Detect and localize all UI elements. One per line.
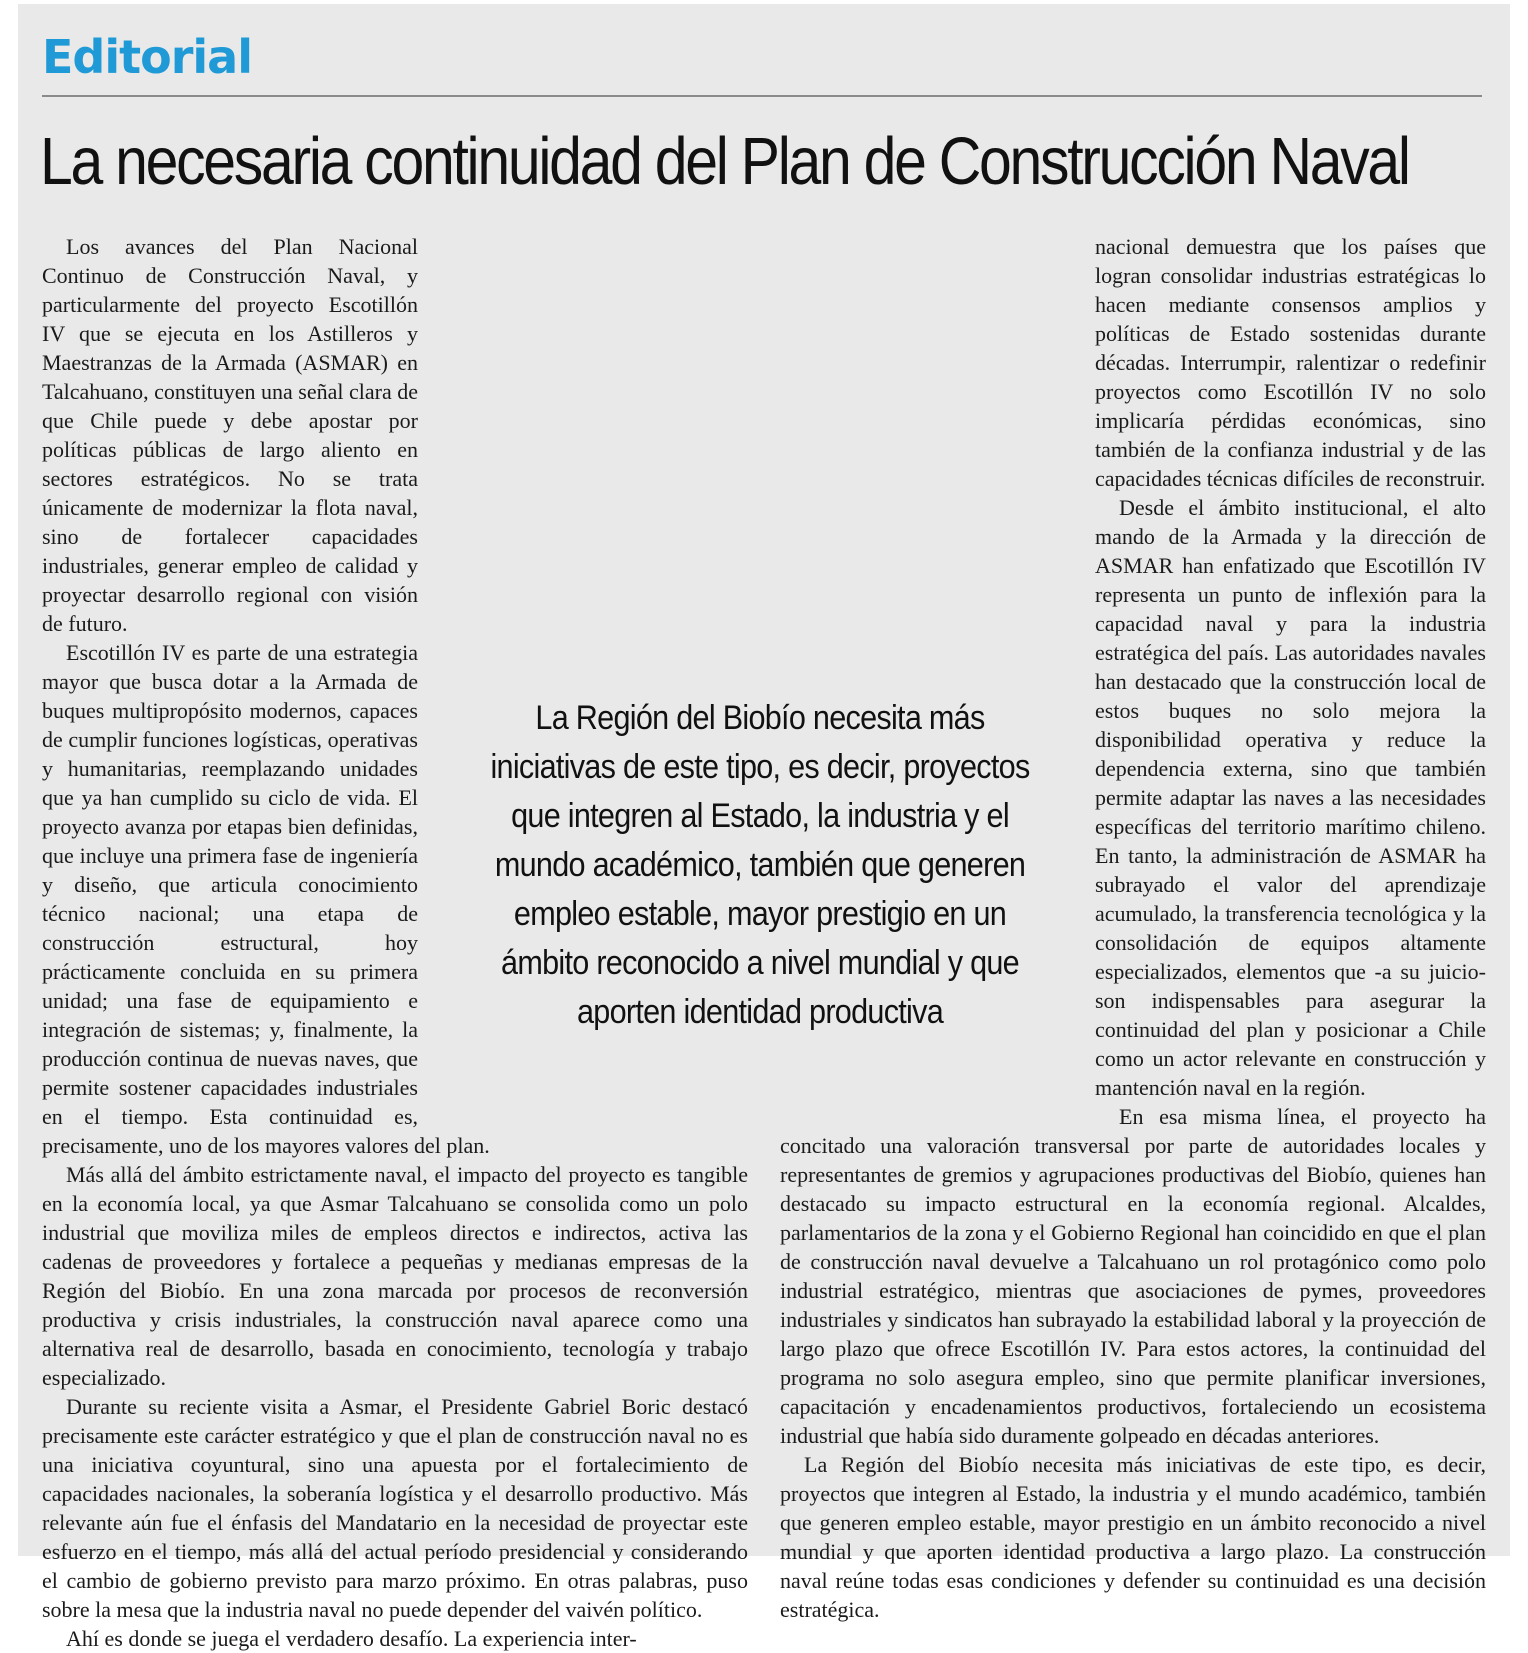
body-paragraph: En esa misma línea, el proyecto ha concitado una valoración transversal por parte de autoridades locales y representantes de gremios y agrupaciones productivas del Biobío, quienes han destacado su impacto estructural en la economía regional. Alcaldes, parlamentarios de la zona y el Gobierno Regional han coincidido en que el plan de construcción naval devuelve a Talcahuano un rol protagónico como polo industrial estratégico, mientras que asociaciones de pymes, proveedores industriales y sindicatos han subrayado la estabilidad laboral y la proyección de largo plazo que ofrece Escotillón IV. Para estos actores, la continuidad del programa no solo asegura empleo, sino que permite planificar inversiones, capacitación y encadenamientos productivos, fortaleciendo un ecosistema industrial que había sido duramente golpeado en décadas anteriores. [780, 1104, 1486, 1448]
body-paragraph: Escotillón IV es parte de una estrategia mayor que busca dotar a la Armada de buques multipropósito modernos, capaces de cumplir funciones logísticas, operativas y humanitarias, reemplazando unidades que ya han cumplido su ciclo de vida. El proyecto avanza por etapas bien definidas, que incluye una primera fase de ingeniería y diseño, que articula conocimiento técnico nacional; una etapa de construcción estructural, hoy prácticamente concluida en su primera unidad; una fase de equipamiento e integración de sistemas; y, finalmente, la producción continua de nuevas naves, que permite sostener capacidades industriales en el tiempo. Esta continuidad es, precisamente, uno de los mayores valores del plan. [42, 640, 490, 1158]
body-paragraph: Los avances del Plan Nacional Continuo de Construcción Naval, y particularmente del proyecto Escotillón IV que se ejecuta en los Astilleros y Maestranzas de la Armada (ASMAR) en Talcahuano, constituyen una señal clara de que Chile puede y debe apostar por políticas públicas de largo aliento en sectores estratégicos. No se trata únicamente de modernizar la flota naval, sino de fortalecer capacidades industriales, generar empleo de calidad y proyectar desarrollo regional con visión de futuro. [42, 234, 418, 636]
body-paragraph: Durante su reciente visita a Asmar, el Presidente Gabriel Boric destacó precisamente este carácter estratégico y que el plan de construcción naval no es una iniciativa coyuntural, sino una apuesta por el fortalecimiento de capacidades nacionales, la soberanía logística y el desarrollo productivo. Más relevante aún fue el énfasis del Mandatario en la necesidad de proyectar este esfuerzo en el tiempo, más allá del actual período presidencial y considerando el cambio de gobierno previsto para marzo próximo. En otras palabras, puso sobre la mesa que la industria naval no puede depender del vaivén político. [42, 1394, 748, 1622]
section-divider [42, 95, 1482, 97]
body-paragraph: nacional demuestra que los países que logran consolidar industrias estratégicas lo hacen mediante consensos amplios y políticas de Estado sostenidas durante décadas. Interrumpir, ralentizar o redefinir proyectos como Escotillón IV no solo implicaría pérdidas económicas, sino también de la confianza industrial y de las capacidades técnicas difíciles de reconstruir. [1095, 234, 1486, 491]
headline: La necesaria continuidad del Plan de Construcción Naval [40, 124, 1409, 199]
body-paragraph: Ahí es donde se juega el verdadero desafío. La experiencia inter- [66, 1626, 637, 1651]
body-paragraph: La Región del Biobío necesita más iniciativas de este tipo, es decir, proyectos que integren al Estado, la industria y el mundo académico, también que generen empleo estable, mayor prestigio en un ámbito reconocido a nivel mundial y que aporten identidad productiva a largo plazo. La construcción naval reúne todas esas condiciones y defender su continuidad es una decisión estratégica. [780, 1452, 1486, 1622]
body-paragraph: Desde el ámbito institucional, el alto mando de la Armada y la dirección de ASMAR han enfatizado que Escotillón IV representa un punto de inflexión para la capacidad naval y para la industria estratégica del país. Las autoridades navales han destacado que la construcción local de estos buques no solo mejora la disponibilidad operativa y reduce la dependencia externa, sino que también permite adaptar las naves a las necesidades específicas del territorio marítimo chileno. En tanto, la administración de ASMAR ha subrayado el valor del aprendizaje acumulado, la transferencia tecnológica y la consolidación de equipos altamente especializados, elementos que -a su juicio- son indispensables para asegurar la continuidad del plan y posicionar a Chile como un actor relevante en construcción y mantención naval en la región. [1095, 495, 1486, 1100]
body-paragraph: Más allá del ámbito estrictamente naval, el impacto del proyecto es tangible en la economía local, ya que Asmar Talcahuano se consolida como un polo industrial que moviliza miles de empleos directos e indirectos, activa las cadenas de proveedores y fortalece a pequeñas y medianas empresas de la Región del Biobío. En una zona marcada por procesos de reconversión productiva y crisis industriales, la construcción naval aparece como una alternativa real de desarrollo, basada en conocimiento, tecnología y trabajo especializado. [42, 1162, 748, 1390]
section-label: Editorial [42, 30, 252, 84]
pullquote: La Región del Biobío necesita más iniciativas de este tipo, es decir, proyectos que integren al Estado, la industria y el mundo académico, también que generen empleo estable, mayor prestigio en un ámbito reconocido a nivel mundial y que aporten identidad productiva [490, 699, 1030, 1031]
